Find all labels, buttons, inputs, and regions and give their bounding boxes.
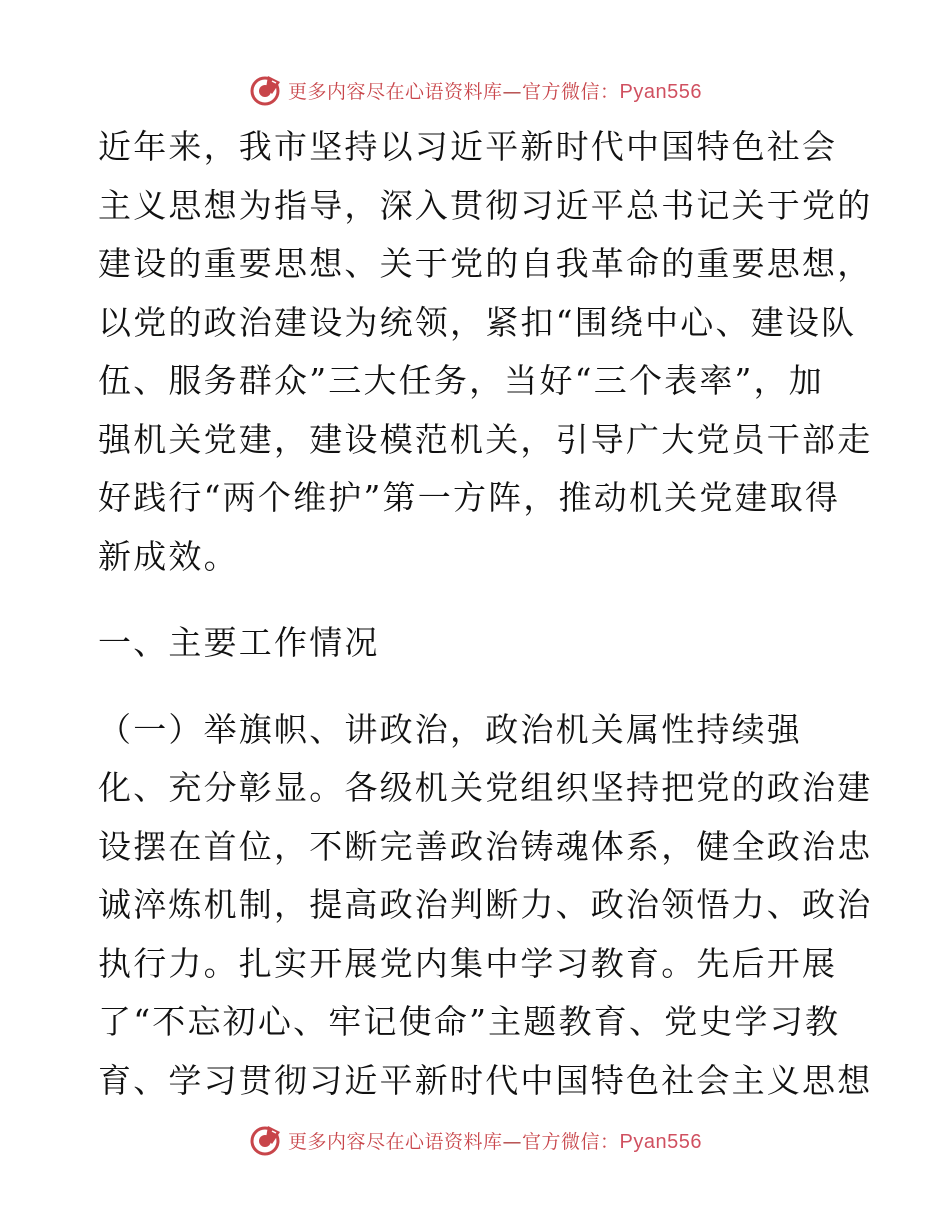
document-body <box>98 118 873 1110</box>
section-heading <box>98 614 858 673</box>
text-line: 了“不忘初心、牢记使命”主题教育、党史学习教 <box>98 1002 841 1041</box>
text-line: 新成效。 <box>98 536 239 576</box>
text-line: 好践行“两个维护”第一方阵，推动机关党建取得 <box>98 478 841 517</box>
heading-line: 一、主要工作情况 <box>98 623 380 662</box>
watermark-id: Pyan556 <box>619 1130 702 1153</box>
text-line: 建设的重要思想、关于党的自我革命的重要思想， <box>98 244 873 283</box>
text-line: 主义思想为指导，深入贯彻习近平总书记关于党的 <box>98 185 873 225</box>
text-line: 伍、服务群众”三大任务，当好“三个表率”，加 <box>98 361 825 400</box>
watermark-label: 官方微信： <box>522 80 620 103</box>
pen-logo-icon <box>248 1122 284 1158</box>
watermark-dash: — <box>502 80 523 103</box>
text-line: 化、充分彰显。各级机关党组织坚持把党的政治建 <box>98 768 873 807</box>
text-line: 诚淬炼机制，提高政治判断力、政治领悟力、政治 <box>98 885 873 924</box>
text-line: 近年来，我市坚持以习近平新时代中国特色社会 <box>98 127 838 166</box>
pen-logo-icon <box>248 72 284 108</box>
text-line: 执行力。扎实开展党内集中学习教育。先后开展 <box>98 943 838 983</box>
watermark-banner-top <box>0 70 950 110</box>
watermark-id: Pyan556 <box>619 80 702 103</box>
text-line: 强机关党建，建设模范机关，引导广大党员干部走 <box>98 419 873 459</box>
text-line: （一）举旗帜、讲政治，政治机关属性持续强 <box>98 709 802 749</box>
paragraph <box>98 118 873 586</box>
text-line: 设摆在首位，不断完善政治铸魂体系，健全政治忠 <box>98 826 873 866</box>
text-line: 育、学习贯彻习近平新时代中国特色社会主义思想 <box>98 1060 873 1100</box>
watermark-banner-bottom <box>0 1120 950 1160</box>
watermark-text: 更多内容尽在心语资料库 <box>288 80 503 103</box>
watermark-dash: — <box>502 1130 523 1153</box>
watermark-label: 官方微信： <box>522 1130 620 1153</box>
text-line: 以党的政治建设为统领，紧扣“围绕中心、建设队 <box>98 302 857 342</box>
paragraph <box>98 701 873 1111</box>
watermark-text: 更多内容尽在心语资料库 <box>288 1130 503 1153</box>
